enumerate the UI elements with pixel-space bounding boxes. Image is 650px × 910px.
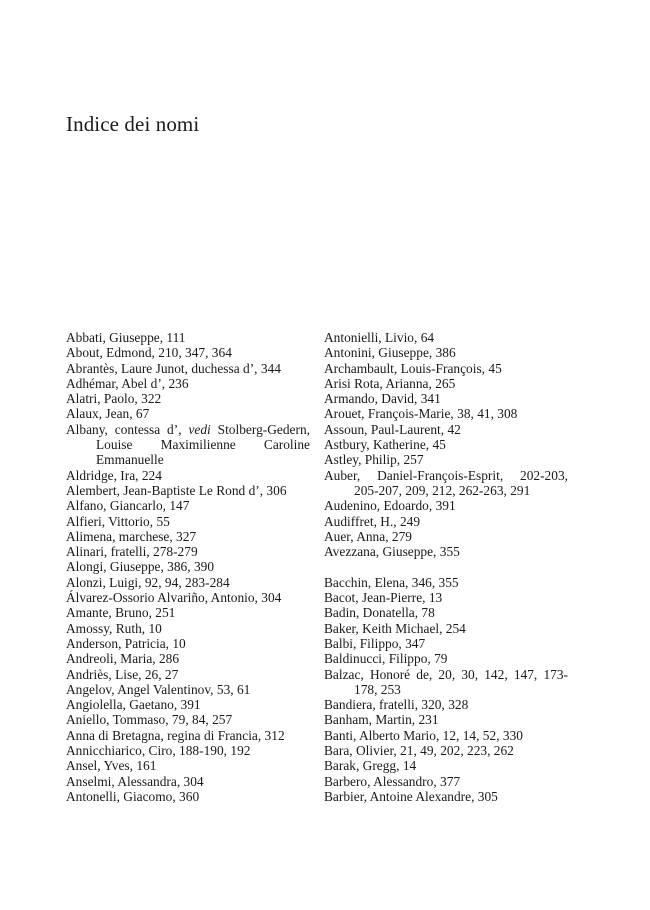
index-entry: Bacchin, Elena, 346, 355	[324, 574, 459, 590]
index-entry: Alfieri, Vittorio, 55	[66, 513, 170, 529]
index-entry: Banti, Alberto Mario, 12, 14, 52, 330	[324, 727, 523, 743]
index-entry: Andreoli, Maria, 286	[66, 651, 180, 667]
index-entry: Barbier, Antoine Alexandre, 305	[324, 788, 498, 804]
index-entry: Anderson, Patricia, 10	[66, 635, 186, 651]
page-title: Indice dei nomi	[66, 112, 200, 136]
index-entry: Angiolella, Gaetano, 391	[66, 697, 201, 713]
index-entry: Anna di Bretagna, regina di Francia, 312	[66, 727, 285, 743]
index-entry: Alfano, Giancarlo, 147	[66, 498, 190, 514]
index-entry: Alatri, Paolo, 322	[66, 391, 162, 407]
index-entry: Archambault, Louis-François, 45	[324, 360, 502, 376]
index-entry: Baker, Keith Michael, 254	[324, 620, 466, 636]
index-entry: Angelov, Angel Valentinov, 53, 61	[66, 681, 251, 697]
index-entry: Banham, Martin, 231	[324, 712, 439, 728]
index-entry: Balzac, Honoré de, 20, 30, 142, 147, 173-178, 253	[324, 666, 568, 697]
index-entry: Abrantès, Laure Junot, duchessa d’, 344	[66, 360, 281, 376]
index-entry: Amante, Bruno, 251	[66, 605, 176, 621]
index-entry: Astbury, Katherine, 45	[324, 437, 446, 453]
index-entry: Barak, Gregg, 14	[324, 758, 417, 774]
index-entry: Alembert, Jean-Baptiste Le Rond d’, 306	[66, 482, 287, 498]
index-entry-text: Stolberg-Gedern, Louise Maximilienne Caroline Emmanuelle	[96, 421, 310, 468]
index-entry: Baldinucci, Filippo, 79	[324, 651, 448, 667]
index-entry: About, Edmond, 210, 347, 364	[66, 345, 232, 361]
index-entry: Badin, Donatella, 78	[324, 605, 435, 621]
index-entry-text: Albany, contessa d’,	[66, 421, 189, 437]
index-entry: Auber, Daniel-François-Esprit, 202-203, 205-207, 209, 212, 262-263, 291	[324, 467, 568, 498]
index-column-left	[66, 330, 310, 804]
index-entry: Avezzana, Giuseppe, 355	[324, 544, 460, 560]
index-entry: Auer, Anna, 279	[324, 528, 412, 544]
index-entry: Antonielli, Livio, 64	[324, 330, 435, 345]
index-entry: Bandiera, fratelli, 320, 328	[324, 697, 469, 713]
letter-section-gap	[324, 559, 568, 574]
index-entry: Alongi, Giuseppe, 386, 390	[66, 559, 215, 575]
index-entry: Arisi Rota, Arianna, 265	[324, 375, 456, 391]
index-entry: Audenino, Edoardo, 391	[324, 498, 456, 514]
index-entry: Arouet, François-Marie, 38, 41, 308	[324, 406, 518, 422]
index-entry: Adhémar, Abel d’, 236	[66, 375, 189, 391]
index-entry: Annicchiarico, Ciro, 188-190, 192	[66, 743, 251, 759]
index-entry: Antonelli, Giacomo, 360	[66, 788, 200, 804]
index-entry: Bara, Olivier, 21, 49, 202, 223, 262	[324, 743, 514, 759]
index-entry: Assoun, Paul-Laurent, 42	[324, 421, 461, 437]
index-entry: Antonini, Giuseppe, 386	[324, 345, 456, 361]
index-entry: Alimena, marchese, 327	[66, 528, 197, 544]
index-entry: Astley, Philip, 257	[324, 452, 424, 468]
index-entry: Aldridge, Ira, 224	[66, 467, 162, 483]
vedi-crossref: vedi	[188, 421, 211, 437]
index-column-right	[324, 330, 568, 804]
index-entry: Armando, David, 341	[324, 391, 441, 407]
index-entry: Ansel, Yves, 161	[66, 758, 157, 774]
index-entry: Andriès, Lise, 26, 27	[66, 666, 179, 682]
index-entry: Abbati, Giuseppe, 111	[66, 330, 186, 345]
index-entry-albany	[66, 422, 310, 468]
index-entry: Anselmi, Alessandra, 304	[66, 773, 204, 789]
index-entry: Alaux, Jean, 67	[66, 406, 150, 422]
index-entry: Audiffret, H., 249	[324, 513, 421, 529]
index-entry: Alonzi, Luigi, 92, 94, 283-284	[66, 574, 230, 590]
index-entry: Álvarez-Ossorio Alvariño, Antonio, 304	[66, 590, 282, 606]
index-entry: Alinari, fratelli, 278-279	[66, 544, 198, 560]
index-entry: Amossy, Ruth, 10	[66, 620, 162, 636]
index-entry: Bacot, Jean-Pierre, 13	[324, 590, 443, 606]
index-entry: Balbi, Filippo, 347	[324, 635, 426, 651]
index-entry: Barbero, Alessandro, 377	[324, 773, 461, 789]
index-entry: Aniello, Tommaso, 79, 84, 257	[66, 712, 233, 728]
